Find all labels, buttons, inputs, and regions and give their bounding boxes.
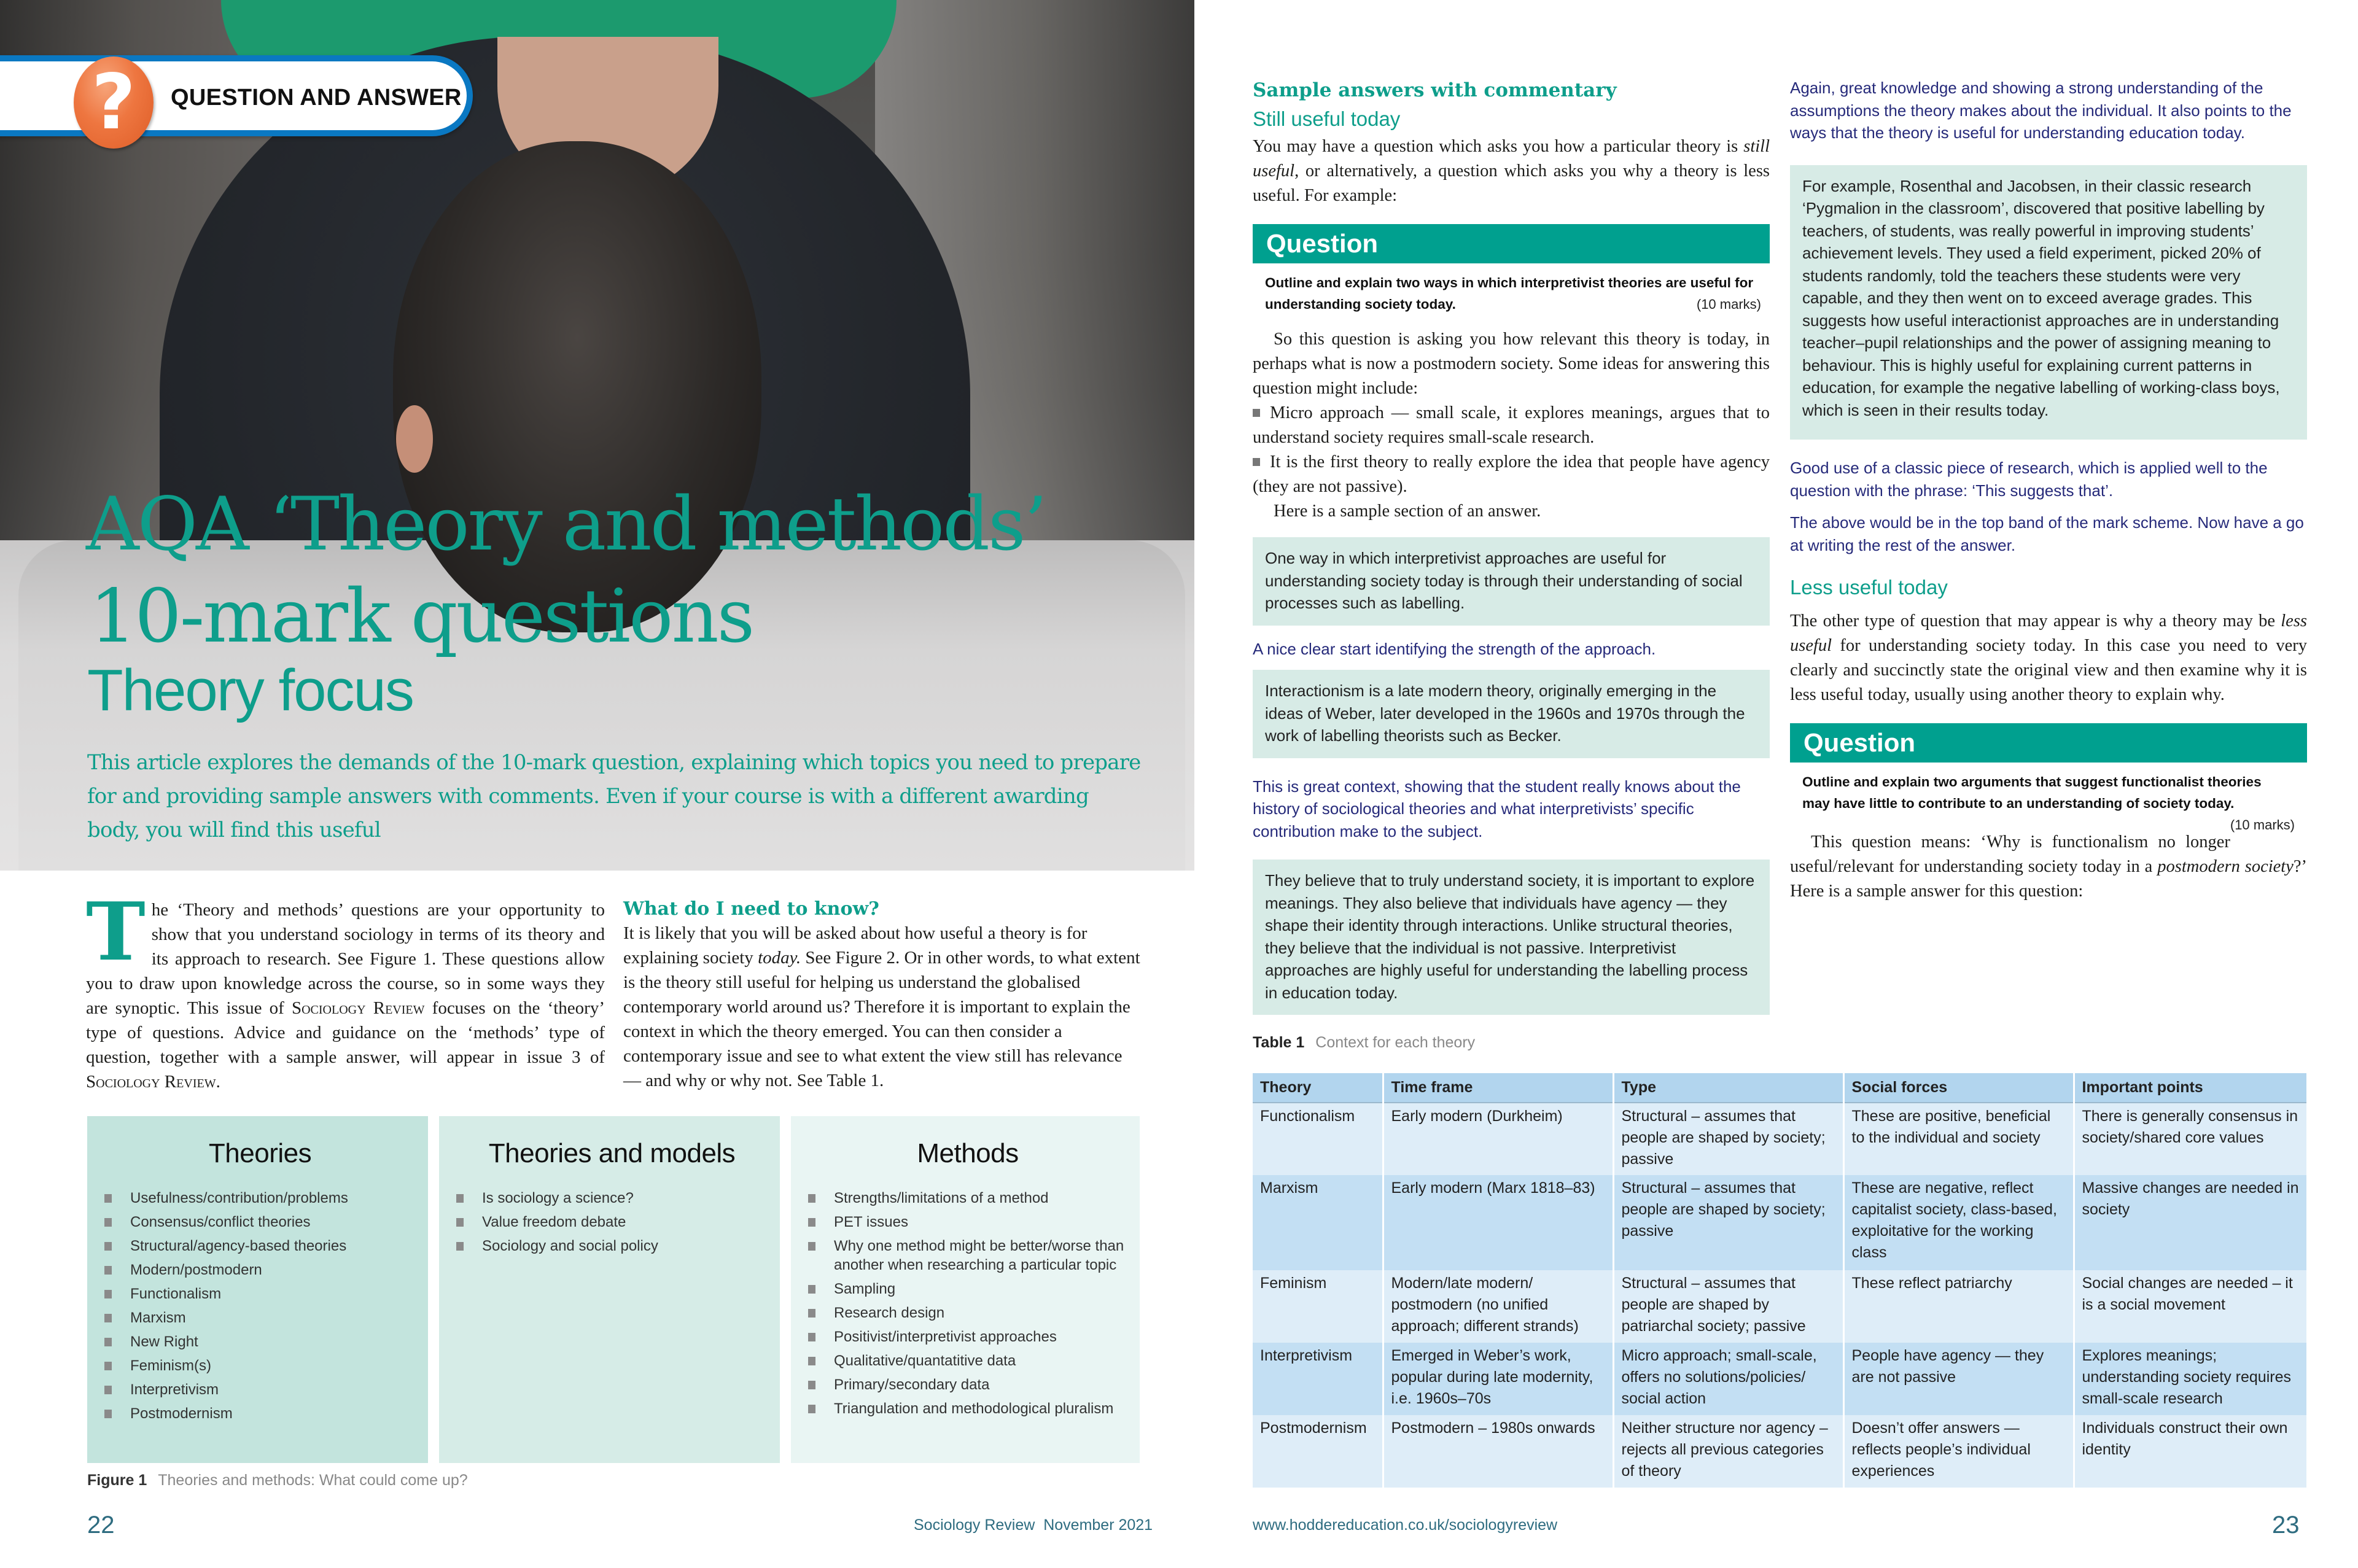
need-to-know-heading: What do I need to know?	[623, 898, 879, 920]
figure-box-list	[808, 1186, 1127, 1421]
figure-caption-text: Theories and methods: What could come up?	[158, 1472, 468, 1489]
bullet-item	[1253, 450, 1770, 499]
table-cell: Individuals construct their own identity	[2074, 1415, 2306, 1488]
commentary: Again, great knowledge and showing a strong understanding of the assumptions the theory makes about the individual. It also points to the ways that the theory is useful for understanding education today.	[1790, 79, 2292, 142]
list-item: PET issues	[808, 1210, 1127, 1234]
publisher-url[interactable]: www.hoddereducation.co.uk/sociologyreview	[1253, 1516, 1558, 1534]
table-cell: Micro approach; small-scale, offers no solutions/policies/ social action	[1613, 1343, 1843, 1415]
figure-box-title: Theories and models	[488, 1138, 736, 1168]
context-table	[1253, 1073, 2306, 1488]
table-cell: Functionalism	[1253, 1103, 1383, 1175]
list-item: Research design	[808, 1301, 1127, 1325]
table-header: Theory	[1253, 1073, 1383, 1103]
text-italic: still useful	[1253, 137, 1770, 180]
bullet-text: Micro approach — small scale, it explores meanings, argues that to understand society requires small-scale research.	[1253, 403, 1770, 447]
table-cell: These are positive, beneficial to the individual and society	[1843, 1103, 2074, 1175]
need-to-know-section	[623, 898, 1142, 1093]
answer-box: For example, Rosenthal and Jacobsen, in their classic research ‘Pygmalion in the classroom’, discovered that positive labelling by teachers, of students, was really powerful in improving students’ achievement levels. They used a field experiment, picked 20% of students randomly, told the teachers these students were very capable, and they then went on to exceed average grades. This suggests how useful interactionist approaches are in understanding teacher–pupil relationships and the power of assigning meaning to behaviour. This is highly useful for explaining current patterns in education, for example the negative labelling of working-class boys, which is seen in their results today.	[1790, 165, 2307, 440]
bullet-square-icon	[1253, 458, 1260, 466]
text-span: , or alternatively, a question which asks you why a theory is less useful. For example:	[1253, 161, 1770, 205]
standfirst: This article explores the demands of the 10-mark question, explaining which topics you need to prepare for and providing sample answers with comments. Even if your course is with a different awarding body, you will find this useful	[87, 750, 1141, 842]
table-header: Time frame	[1383, 1073, 1613, 1103]
article-title-line1: AQA ‘Theory and methods’	[86, 482, 1046, 567]
intro-text: focuses on the ‘theory’ type of questions. Advice and guidance on the ‘methods’ type of question, together with a sample answer, will appear in issue 3 of	[86, 998, 605, 1067]
table-header-row	[1253, 1073, 2306, 1103]
question-text	[1790, 763, 2307, 833]
drop-cap: T	[86, 885, 146, 979]
table-caption	[1253, 1034, 1475, 1052]
answer-box: One way in which interpretivist approaches are useful for understanding society today is through their understanding of social processes such as labelling.	[1253, 537, 1770, 626]
bullet-square-icon	[1253, 409, 1260, 417]
bullet-item	[1253, 401, 1770, 450]
list-item: Postmodernism	[104, 1402, 416, 1426]
question-mark-icon: ?	[74, 56, 154, 149]
figure-box-title: Theories	[208, 1138, 312, 1168]
section-banner	[0, 55, 473, 147]
commentary: Good use of a classic piece of research, which is applied well to the question with the phrase: ‘This suggests that’.	[1790, 459, 2268, 500]
table-cell: Structural – assumes that people are shaped by society; passive	[1613, 1103, 1843, 1175]
text-span: for understanding society today. In this case you need to very clearly and succinctly state the original view and then examine why it is less useful today, usually using another theory to explain why.	[1790, 636, 2307, 704]
commentary: A nice clear start identifying the strength of the approach.	[1253, 639, 1656, 658]
text-span: You may have a question which asks you how a particular theory is	[1253, 137, 1744, 156]
list-item: Positivist/interpretivist approaches	[808, 1325, 1127, 1349]
list-item: Functionalism	[104, 1282, 416, 1306]
table-cell: People have agency — they are not passive	[1843, 1343, 2074, 1415]
table-caption-text: Context for each theory	[1315, 1034, 1476, 1051]
page-number: 23	[2272, 1512, 2300, 1539]
figure-caption-label: Figure 1	[87, 1472, 147, 1489]
list-item: Qualitative/quantatitive data	[808, 1349, 1127, 1373]
figure-box-title: Methods	[917, 1138, 1019, 1168]
list-item: Primary/secondary data	[808, 1373, 1127, 1397]
list-item: Value freedom debate	[456, 1210, 768, 1234]
section-banner-label: QUESTION AND ANSWER	[171, 85, 462, 111]
figure-box-methods	[791, 1116, 1140, 1463]
table-cell: Early modern (Durkheim)	[1383, 1103, 1613, 1175]
subheading-less-useful: Less useful today	[1790, 576, 1948, 599]
text-span: See Figure 2. Or in other words, to what extent is the theory still useful for helping us understand the globalised contemporary world around us? Therefore it is important to explain the context in which the theory emerged. You can then consider a contemporary issue and see to what extent the view still has relevance — and why or why not. See Table 1.	[623, 948, 1140, 1090]
right-column-b	[1790, 77, 2307, 904]
article-subtitle: Theory focus	[87, 658, 413, 723]
need-to-know-text	[623, 921, 1142, 1093]
question-marks: (10 marks)	[2230, 817, 2295, 833]
table-cell: Structural – assumes that people are shaped by patriarchal society; passive	[1613, 1270, 1843, 1343]
figure-box-theories-and-models	[439, 1116, 780, 1463]
table-cell: Postmodern – 1980s onwards	[1383, 1415, 1613, 1488]
table-cell: Explores meanings; understanding society requires small-scale research	[2074, 1343, 2306, 1415]
list-item: Usefulness/contribution/problems	[104, 1186, 416, 1210]
question-text-body: Outline and explain two arguments that suggest functionalist theories may have little to contribute to an understanding of society today.	[1802, 774, 2262, 811]
text-span: This question means: ‘Why is functionalism no longer useful/relevant for understanding society today in a	[1790, 833, 2230, 876]
still-useful-para: So this question is asking you how relevant this theory is today, in perhaps what is now a postmodern society. Some ideas for answering this question might include:	[1253, 330, 1770, 398]
list-item: Interpretivism	[104, 1378, 416, 1402]
table-cell: Emerged in Weber’s work, popular during late modernity, i.e. 1960s–70s	[1383, 1343, 1613, 1415]
table-cell: Social changes are needed – it is a social movement	[2074, 1270, 2306, 1343]
less-useful-intro	[1790, 609, 2307, 707]
question-text	[1253, 263, 1770, 315]
question-marks: (10 marks)	[1696, 297, 1761, 312]
table-cell: Modern/late modern/ postmodern (no unified approach; different strands)	[1383, 1270, 1613, 1343]
article-title-line2: 10-mark questions	[90, 574, 753, 659]
intro-text: .	[216, 1072, 220, 1092]
intro-paragraph	[86, 885, 605, 1094]
section-heading: Sample answers with commentary	[1253, 79, 1617, 101]
text-span: The other type of question that may appear is why a theory may be	[1790, 611, 2281, 631]
right-column-a	[1253, 77, 1770, 1015]
table-header: Social forces	[1843, 1073, 2074, 1103]
table-row	[1253, 1175, 2306, 1270]
list-item: Triangulation and methodological pluralism	[808, 1397, 1127, 1421]
table-cell: These are negative, reflect capitalist society, class-based, exploitative for the working class	[1843, 1175, 2074, 1270]
table-cell: Interpretivism	[1253, 1343, 1383, 1415]
table-cell: Neither structure nor agency – rejects all previous categories of theory	[1613, 1415, 1843, 1488]
figure-box-list	[104, 1186, 416, 1426]
list-item: New Right	[104, 1330, 416, 1354]
bullet-text: It is the first theory to really explore the idea that people have agency (they are not passive).	[1253, 452, 1770, 496]
question-text-body: Outline and explain two ways in which interpretivist theories are useful for understanding society today.	[1265, 275, 1754, 312]
commentary: This is great context, showing that the student really knows about the history of sociological theories and what interpretivists’ specific contribution make to the subject.	[1253, 777, 1741, 840]
answer-box: They believe that to truly understand society, it is important to explore meanings. They also believe that individuals have agency — they shape their identity through interactions. Unlike structural theories, they believe that the individual is not passive. Interpretivist approaches are highly useful for understanding the labelling process in education today.	[1253, 860, 1770, 1015]
table-cell: Massive changes are needed in society	[2074, 1175, 2306, 1270]
question-bar: Question	[1253, 224, 1770, 263]
magazine-name: Sociology Review	[86, 1072, 216, 1092]
figure-box-theories	[87, 1116, 428, 1463]
figure-box-list	[456, 1186, 768, 1258]
commentary: The above would be in the top band of the mark scheme. Now have a go at writing the rest of the answer.	[1790, 513, 2304, 554]
intro-text: he ‘Theory and methods’ questions are your opportunity to show that you understand sociology in terms of its theory and its approach to research. See Figure 1. These questions allow you to draw upon knowledge across the course, so in some ways they are synoptic. This issue of	[86, 900, 605, 1018]
figure-caption	[87, 1472, 468, 1489]
text-span: It is likely that you will be asked about how useful a theory is for explaining society	[623, 923, 1088, 968]
table-cell: Postmodernism	[1253, 1415, 1383, 1488]
list-item: Modern/postmodern	[104, 1258, 416, 1282]
question-bar: Question	[1790, 723, 2307, 763]
magazine-name: Sociology Review	[291, 998, 425, 1018]
table-header: Important points	[2074, 1073, 2306, 1103]
table-row	[1253, 1415, 2306, 1488]
table-cell: Marxism	[1253, 1175, 1383, 1270]
text-italic: today.	[758, 948, 801, 968]
less-useful-para	[1790, 830, 2307, 904]
table-cell: Structural – assumes that people are shaped by society; passive	[1613, 1175, 1843, 1270]
list-item: Consensus/conflict theories	[104, 1210, 416, 1234]
answer-box: Interactionism is a late modern theory, originally emerging in the ideas of Weber, later developed in the 1960s and 1970s through the work of labelling theorists such as Becker.	[1253, 670, 1770, 758]
list-item: Strengths/limitations of a method	[808, 1186, 1127, 1210]
magazine-issue: Sociology Review November 2021	[914, 1516, 1153, 1534]
text-italic: less useful	[1790, 611, 2307, 655]
table-row	[1253, 1270, 2306, 1343]
list-item: Marxism	[104, 1306, 416, 1330]
subheading-still-useful: Still useful today	[1253, 107, 1401, 130]
text-span: ?’ Here is a sample answer for this question:	[1790, 857, 2308, 901]
text-italic: postmodern society	[2157, 857, 2294, 876]
table-row	[1253, 1343, 2306, 1415]
article-title	[86, 479, 1161, 663]
list-item: Is sociology a science?	[456, 1186, 768, 1210]
table-caption-label: Table 1	[1253, 1034, 1305, 1051]
table-cell: Early modern (Marx 1818–83)	[1383, 1175, 1613, 1270]
table-cell: These reflect patriarchy	[1843, 1270, 2074, 1343]
table-header: Type	[1613, 1073, 1843, 1103]
list-item: Sampling	[808, 1277, 1127, 1301]
table-row	[1253, 1103, 2306, 1175]
table-cell: There is generally consensus in society/shared core values	[2074, 1103, 2306, 1175]
page-number: 22	[87, 1512, 115, 1539]
table-cell: Doesn’t offer answers — reflects people’s individual experiences	[1843, 1415, 2074, 1488]
table-cell: Feminism	[1253, 1270, 1383, 1343]
list-item: Sociology and social policy	[456, 1234, 768, 1258]
sample-intro: Here is a sample section of an answer.	[1274, 502, 1541, 521]
still-useful-intro	[1253, 134, 1770, 208]
list-item: Why one method might be better/worse than another when researching a particular topic	[808, 1234, 1127, 1277]
list-item: Structural/agency-based theories	[104, 1234, 416, 1258]
photo-student-ear	[396, 405, 433, 473]
list-item: Feminism(s)	[104, 1354, 416, 1378]
